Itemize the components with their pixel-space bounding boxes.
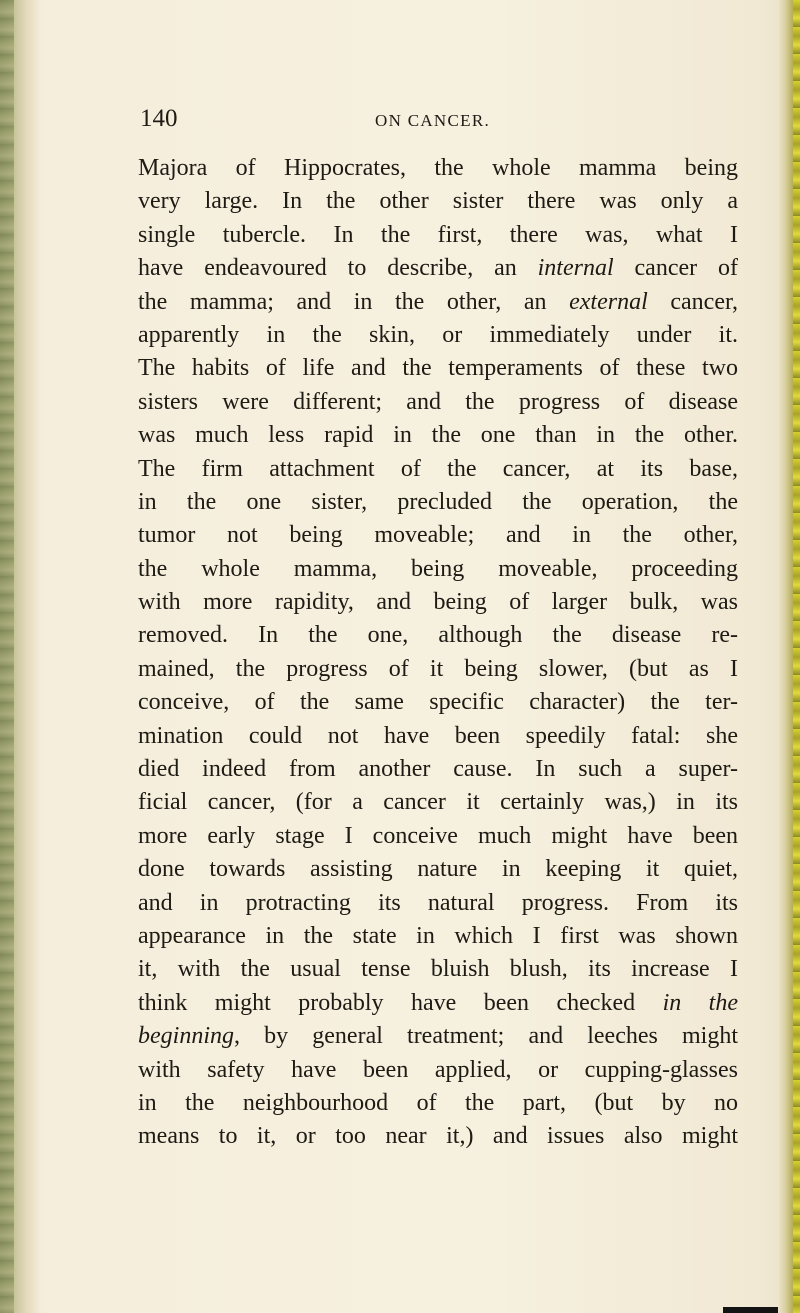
text-run: the mamma; and in the other, an	[138, 288, 570, 315]
body-text	[138, 152, 738, 1154]
text-line	[138, 786, 738, 819]
text-line	[138, 653, 738, 686]
text-run: was much less rapid in the one than in the other.	[138, 422, 738, 449]
text-line	[138, 953, 738, 986]
text-run: cancer of	[613, 255, 738, 282]
text-run: with more rapidity, and being of larger bulk, was	[138, 589, 738, 616]
text-line	[138, 553, 738, 586]
page-corner-mark	[723, 1307, 778, 1313]
text-run: mination could not have been speedily fatal: she	[138, 722, 738, 749]
italic-text-run: in the	[662, 989, 738, 1016]
italic-text-run: external	[569, 288, 648, 315]
text-run: cancer,	[647, 288, 738, 315]
text-line	[138, 152, 738, 185]
page-gutter-shadow	[0, 0, 40, 1313]
text-line	[138, 753, 738, 786]
text-run: , by general treatment; and leeches might	[234, 1023, 738, 1050]
text-run: more early stage I conceive much might have been	[138, 822, 738, 849]
text-run: appearance in the state in which I first was shown	[138, 922, 738, 949]
text-line	[138, 386, 738, 419]
text-line	[138, 486, 738, 519]
text-run: with safety have been applied, or cupping-glasses	[138, 1056, 738, 1083]
text-line	[138, 185, 738, 218]
page-header	[133, 99, 733, 139]
text-line	[138, 286, 738, 319]
text-run: The firm attachment of the cancer, at its base,	[138, 455, 738, 482]
page-edge-stain	[778, 0, 800, 1313]
text-line	[138, 352, 738, 385]
text-run: apparently in the skin, or immediately under it.	[138, 321, 738, 348]
text-run: very large. In the other sister there was only a	[138, 188, 738, 215]
text-line	[138, 219, 738, 252]
text-line	[138, 319, 738, 352]
text-run: single tubercle. In the first, there was, what I	[138, 221, 738, 248]
text-run: in the neighbourhood of the part, (but by no	[138, 1089, 738, 1116]
text-line	[138, 453, 738, 486]
text-line	[138, 820, 738, 853]
text-line	[138, 1020, 738, 1053]
text-line	[138, 619, 738, 652]
text-line	[138, 887, 738, 920]
text-run: Majora of Hippocrates, the whole mamma being	[138, 155, 738, 181]
text-run: The habits of life and the temperaments of these two	[138, 355, 738, 382]
text-run: sisters were different; and the progress of disease	[138, 388, 738, 415]
text-run: removed. In the one, although the disease re-	[138, 622, 738, 649]
page-number: 140	[140, 105, 178, 132]
text-run: died indeed from another cause. In such a super-	[138, 756, 738, 783]
text-run: and in protracting its natural progress. From its	[138, 889, 738, 916]
text-line	[138, 1120, 738, 1153]
text-run: mained, the progress of it being slower, (but as I	[138, 655, 738, 682]
text-line	[138, 720, 738, 753]
italic-text-run: internal	[537, 255, 614, 282]
text-line	[138, 252, 738, 285]
text-line	[138, 987, 738, 1020]
text-run: tumor not being moveable; and in the other,	[138, 522, 738, 549]
text-line	[138, 1054, 738, 1087]
text-line	[138, 920, 738, 953]
text-run: means to it, or too near it,) and issues also might	[138, 1123, 738, 1150]
text-run: think might probably have been checked	[138, 989, 663, 1016]
text-run: it, with the usual tense bluish blush, its increase I	[138, 956, 738, 983]
text-run: conceive, of the same specific character) the ter-	[138, 689, 738, 716]
text-line	[138, 586, 738, 619]
text-run: the whole mamma, being moveable, proceeding	[138, 555, 738, 582]
text-line	[138, 419, 738, 452]
italic-text-run: beginning	[138, 1023, 234, 1050]
running-head: ON CANCER.	[375, 111, 491, 130]
text-run: in the one sister, precluded the operation, the	[138, 488, 738, 515]
text-run: ficial cancer, (for a cancer it certainly was,) in its	[138, 789, 738, 816]
text-line	[138, 1087, 738, 1120]
text-run: have endeavoured to describe, an	[138, 255, 538, 282]
text-run: done towards assisting nature in keeping it quiet,	[138, 856, 738, 883]
text-line	[138, 686, 738, 719]
text-line	[138, 853, 738, 886]
text-line	[138, 519, 738, 552]
